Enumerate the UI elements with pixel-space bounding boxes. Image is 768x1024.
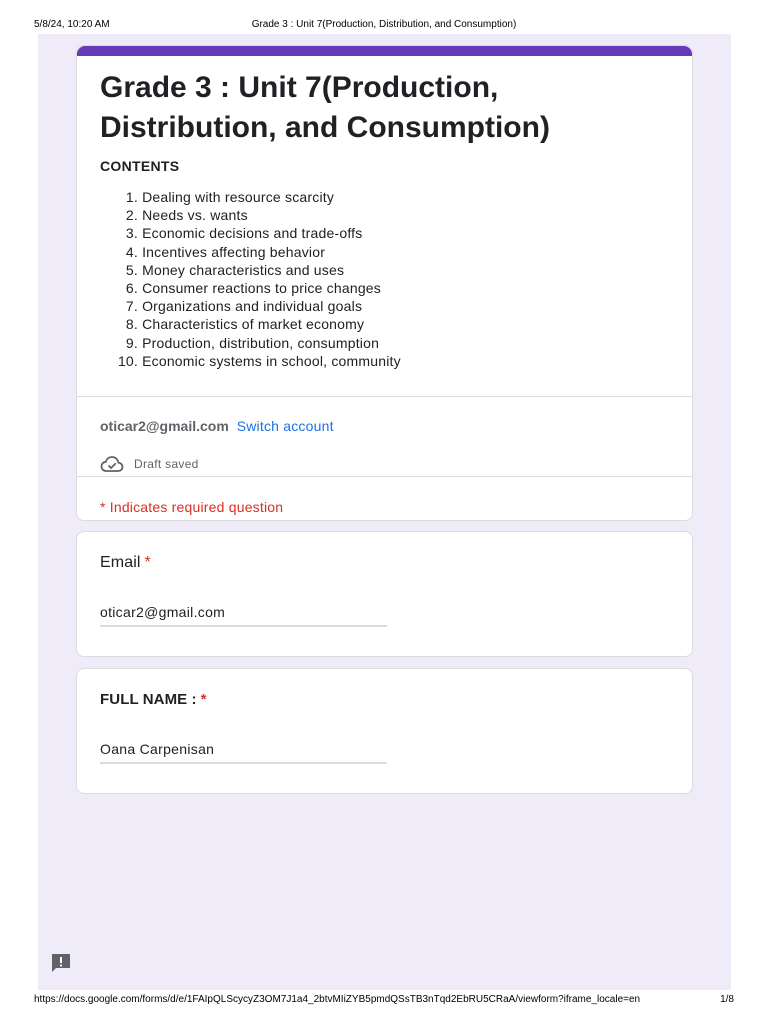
print-footer (0, 990, 768, 1024)
page-number: 1/8 (720, 994, 734, 1005)
required-note: * Indicates required question (100, 499, 284, 515)
question-title: Email * (100, 554, 151, 571)
print-title: Grade 3 : Unit 7(Production, Distribution, and Consumption) (251, 19, 517, 30)
question-title: FULL NAME : * (100, 691, 207, 708)
question-card-full-name (76, 668, 693, 794)
list-item: 9. Production, distribution, consumption (125, 334, 380, 351)
list-item: 3. Economic decisions and trade-offs (125, 225, 363, 242)
accent-bar (77, 46, 692, 56)
list-item: 5. Money characteristics and uses (125, 261, 345, 278)
list-item: 10. Economic systems in school, community (117, 352, 401, 369)
divider (77, 396, 692, 397)
list-item: 2. Needs vs. wants (125, 207, 248, 224)
contents-label: CONTENTS (100, 158, 180, 174)
print-header (0, 0, 768, 34)
print-url: https://docs.google.com/forms/d/e/1FAIpQLScycyZ3OM7J1a4_2btvMIiZYB5pmdQSsTB3nTqd2EbRU5CRaA/viewform?iframe_locale=en (34, 994, 641, 1005)
form-header-card (76, 45, 693, 521)
list-item: 6. Consumer reactions to price changes (125, 280, 381, 297)
form-canvas (38, 34, 731, 990)
contents-list (100, 188, 401, 370)
divider (77, 476, 692, 477)
feedback-icon[interactable] (50, 952, 72, 974)
switch-account-link[interactable]: Switch account (236, 418, 334, 434)
list-item: 4. Incentives affecting behavior (125, 243, 326, 260)
account-line (100, 418, 334, 434)
print-datetime: 5/8/24, 10:20 AM (34, 19, 110, 30)
required-star: * (200, 691, 207, 708)
question-card-email (76, 531, 693, 657)
draft-status (100, 454, 199, 474)
full-name-field[interactable]: Oana Carpenisan (100, 741, 387, 764)
form-title: Grade 3 : Unit 7(Production, Distribution, and Consumption) (100, 71, 550, 144)
list-item: 7. Organizations and individual goals (125, 298, 363, 315)
account-email: oticar2@gmail.com (100, 418, 229, 434)
list-item: 1. Dealing with resource scarcity (125, 189, 335, 205)
required-star: * (144, 554, 151, 571)
draft-status-text: Draft saved (134, 457, 199, 471)
list-item: 8. Characteristics of market economy (125, 316, 365, 333)
email-field[interactable]: oticar2@gmail.com (100, 604, 387, 627)
cloud-check-icon (100, 454, 124, 474)
